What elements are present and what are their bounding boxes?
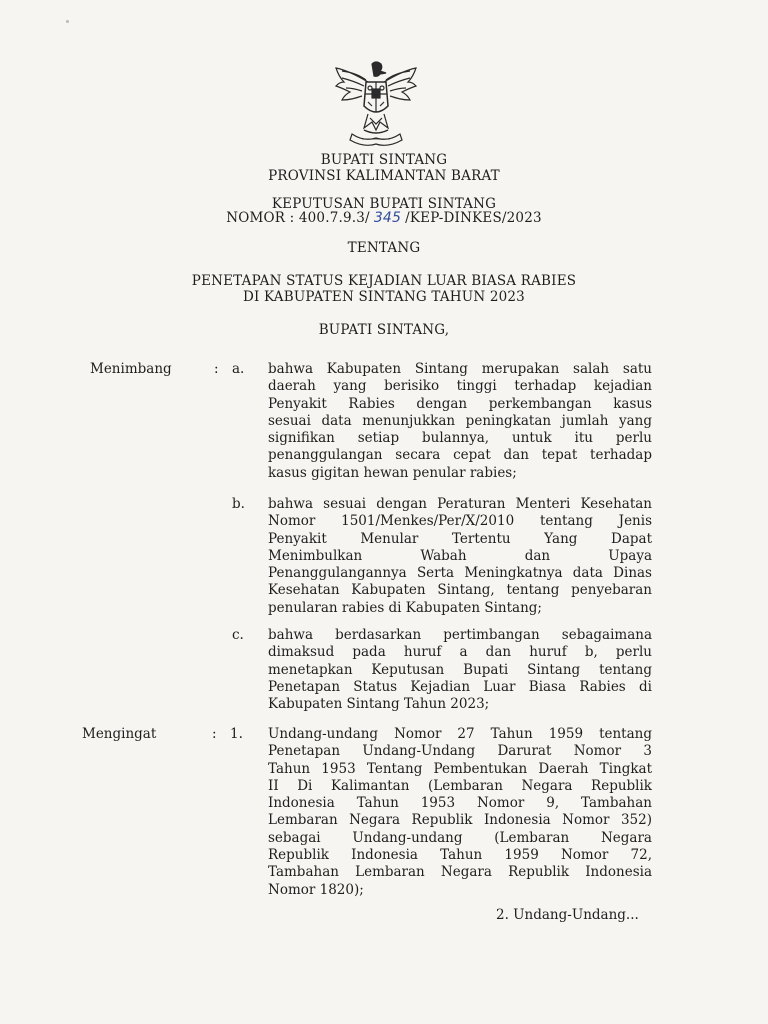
text-line: Lembaran Negara Republik Indonesia Nomor 352)	[268, 812, 652, 829]
menimbang-item-c	[268, 627, 652, 713]
subject-line-1: PENETAPAN STATUS KEJADIAN LUAR BIASA RABIES	[191, 273, 577, 289]
text-line: Penetapan Status Kejadian Luar Biasa Rabies di	[268, 678, 652, 695]
text-line: Republik Indonesia Tahun 1959 Nomor 72,	[268, 847, 652, 864]
text-line: Menimbulkan Wabah dan Upaya	[268, 547, 652, 564]
text-line: Penyakit Menular Tertentu Yang Dapat	[268, 530, 652, 547]
page-continuation: 2. Undang-Undang...	[496, 907, 639, 923]
text-line: sebagai Undang-undang (Lembaran Negara	[268, 829, 652, 846]
text-line: Penyakit Rabies dengan perkembangan kasus	[268, 395, 652, 412]
text-line: Tahun 1953 Tentang Pembentukan Daerah Tingkat	[268, 760, 652, 777]
text-line: penularan rabies di Kabupaten Sintang;	[268, 599, 542, 616]
text-line: Nomor 1501/Menkes/Per/X/2010 tentang Jenis	[268, 513, 652, 530]
garuda-emblem-icon	[328, 58, 424, 154]
text-line: Penanggulangannya Serta Meningkatnya data Dinas	[268, 565, 652, 582]
tentang-heading: TENTANG	[347, 240, 421, 256]
authority-heading: BUPATI SINTANG,	[318, 322, 450, 338]
item-marker-c: c.	[232, 627, 244, 643]
text-line: Tambahan Lembaran Negara Republik Indonesia	[268, 864, 652, 881]
item-marker-1: 1.	[230, 726, 243, 742]
scan-speck	[66, 20, 69, 23]
text-line: Kabupaten Sintang Tahun 2023;	[268, 696, 490, 713]
menimbang-colon: :	[214, 361, 219, 377]
text-line: Nomor 1820);	[268, 881, 364, 898]
decree-title: KEPUTUSAN BUPATI SINTANG	[271, 196, 497, 212]
text-line: sesuai data menunjukkan peningkatan jumlah yang	[268, 412, 652, 429]
text-line: II Di Kalimantan (Lembaran Negara Republik	[268, 777, 652, 794]
text-line: kasus gigitan hewan penular rabies;	[268, 464, 517, 481]
decree-number-handwritten: 345	[373, 210, 402, 226]
item-marker-a: a.	[232, 361, 245, 377]
province-title: PROVINSI KALIMANTAN BARAT	[268, 168, 500, 184]
text-line: bahwa Kabupaten Sintang merupakan salah satu	[268, 361, 652, 377]
mengingat-item-1	[268, 726, 652, 899]
text-line: Penetapan Undang-Undang Darurat Nomor 3	[268, 743, 652, 760]
text-line: menetapkan Keputusan Bupati Sintang tentang	[268, 661, 652, 678]
decree-number-suffix: /KEP-DINKES/2023	[405, 210, 542, 226]
mengingat-colon: :	[212, 726, 217, 742]
regent-title: BUPATI SINTANG	[320, 152, 448, 168]
text-line: Indonesia Tahun 1953 Nomor 9, Tambahan	[268, 795, 652, 812]
text-line: bahwa berdasarkan pertimbangan sebagaimana	[268, 627, 652, 643]
mengingat-label: Mengingat	[82, 726, 157, 742]
menimbang-label: Menimbang	[90, 361, 172, 377]
text-line: dimaksud pada huruf a dan huruf b, perlu	[268, 644, 652, 661]
item-marker-b: b.	[232, 496, 245, 512]
text-line: Undang-undang Nomor 27 Tahun 1959 tentang	[268, 726, 652, 742]
text-line: daerah yang berisiko tinggi terhadap kejadian	[268, 378, 652, 395]
subject-line-2: DI KABUPATEN SINTANG TAHUN 2023	[243, 289, 525, 305]
text-line: bahwa sesuai dengan Peraturan Menteri Kesehatan	[268, 496, 652, 512]
text-line: Kesehatan Kabupaten Sintang, tentang penyebaran	[268, 582, 652, 599]
menimbang-item-a	[268, 361, 652, 482]
decree-number	[0, 210, 768, 226]
menimbang-item-b	[268, 496, 652, 617]
decree-number-prefix: NOMOR : 400.7.9.3/	[226, 210, 370, 226]
text-line: signifikan setiap bulannya, untuk itu perlu	[268, 430, 652, 447]
text-line: penanggulangan secara cepat dan tepat terhadap	[268, 447, 652, 464]
